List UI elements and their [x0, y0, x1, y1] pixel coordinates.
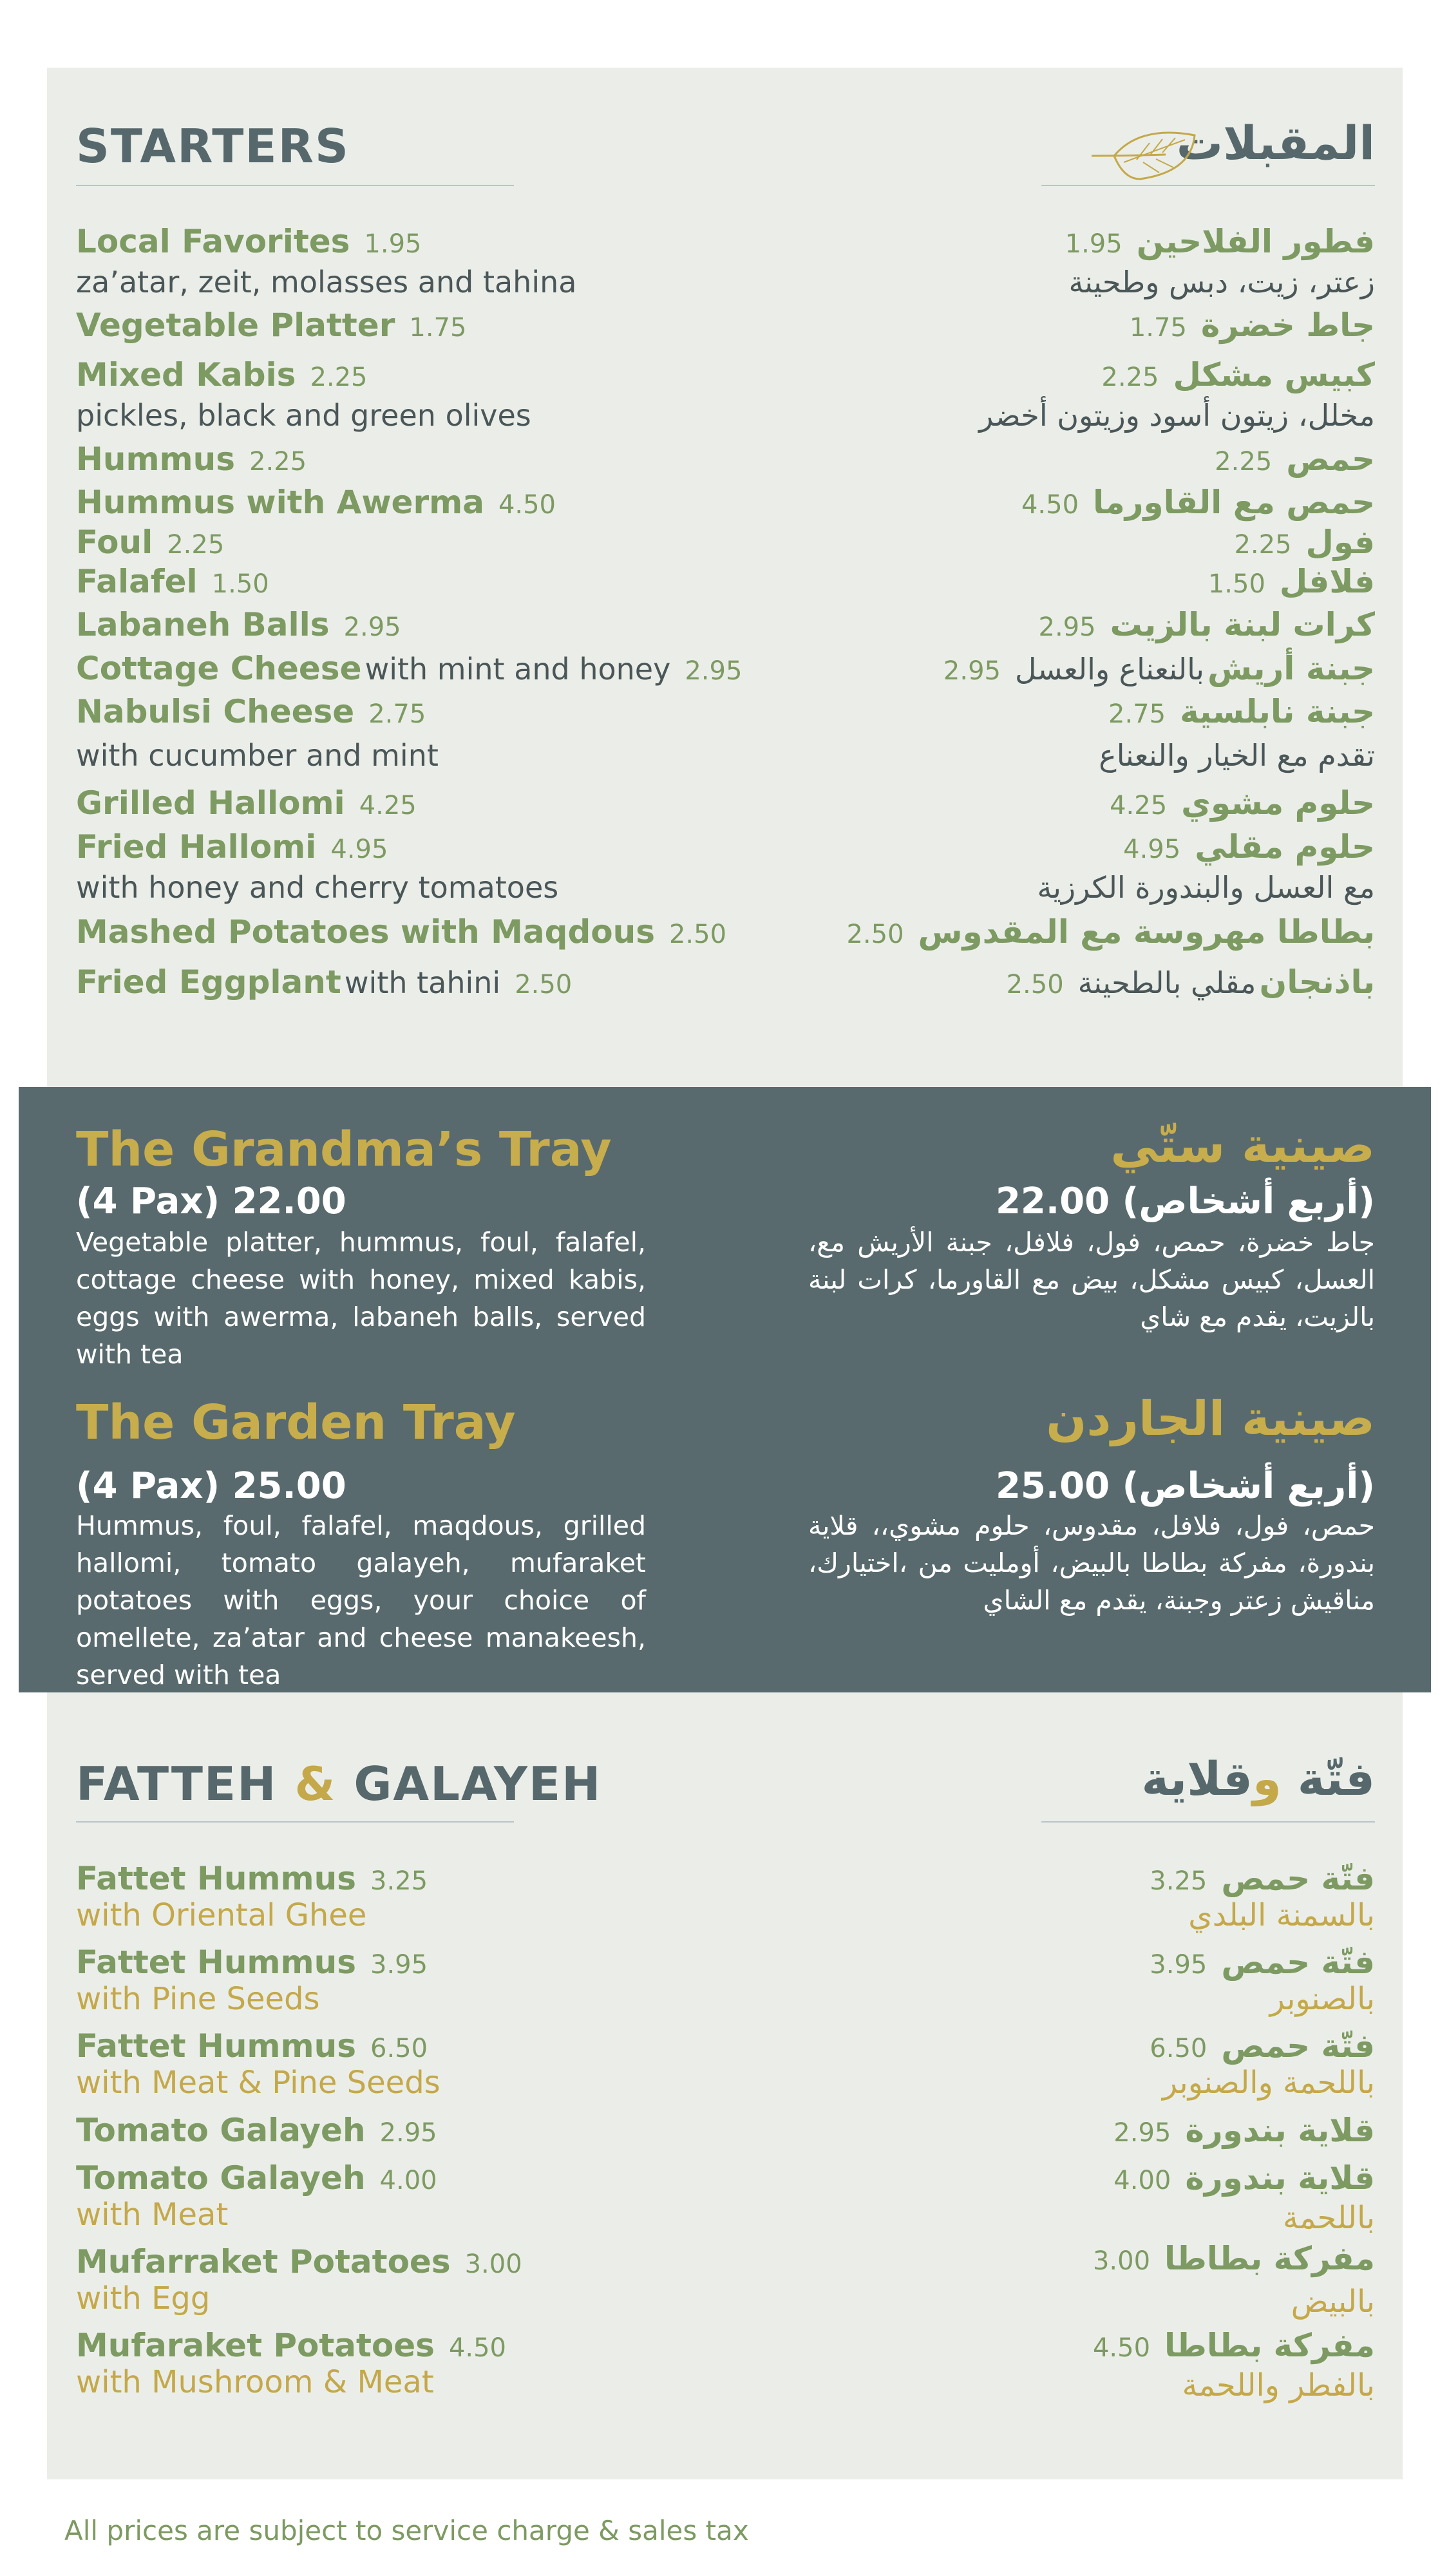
menu-item: Grilled Hallomi 4.25 — [76, 784, 417, 822]
tray-title-ar: صينية ستّي — [1110, 1118, 1375, 1173]
divider — [1041, 1821, 1375, 1823]
tray-title: The Grandma’s Tray — [76, 1122, 612, 1177]
item-variant-ar: بالفطر واللحمة — [1182, 2367, 1375, 2403]
menu-item-ar: فلافل1.50 — [1208, 563, 1375, 600]
menu-item-ar: جبنة نابلسية2.75 — [1108, 693, 1375, 730]
menu-item-ar: جاط خضرة1.75 — [1129, 307, 1375, 344]
menu-item: Hummus with Awerma 4.50 — [76, 484, 556, 521]
item-variant-ar: بالصنوبر — [1269, 1981, 1375, 2017]
item-description-ar: مع العسل والبندورة الكرزية — [1037, 870, 1375, 905]
item-variant: with Oriental Ghee — [76, 1897, 367, 1933]
divider — [76, 1821, 514, 1823]
item-description-ar: تقدم مع الخيار والنعناع — [1099, 738, 1375, 773]
tray-description: Vegetable platter, hummus, foul, falafel, cottage cheese with honey, mixed kabis, eggs with awerma, labaneh balls, served with tea — [76, 1227, 646, 1370]
starters-title-en: STARTERS — [76, 119, 350, 173]
fatteh-title-en: FATTEH & GALAYEH — [76, 1757, 602, 1811]
menu-item: Fattet Hummus 6.50 — [76, 2027, 428, 2065]
menu-item: Cottage Cheese with mint and honey 2.95 — [76, 650, 743, 687]
menu-item-ar: قلاية بندورة2.95 — [1113, 2112, 1375, 2149]
tray-pax-ar: (أربع أشخاص) 22.00 — [995, 1180, 1375, 1222]
item-variant-ar: بالسمنة البلدي — [1188, 1897, 1375, 1933]
item-variant-ar: باللحمة — [1283, 2200, 1375, 2236]
tray-pax: (4 Pax) 25.00 — [76, 1465, 346, 1507]
menu-item-ar: فتّة حمص6.50 — [1150, 2027, 1375, 2065]
menu-item: Fried Eggplant with tahini 2.50 — [76, 963, 573, 1001]
menu-item: Tomato Galayeh 4.00 — [76, 2159, 437, 2197]
menu-item: Foul 2.25 — [76, 524, 225, 561]
menu-item: Nabulsi Cheese 2.75 — [76, 693, 426, 730]
menu-item-ar: فتّة حمص3.95 — [1150, 1944, 1375, 1981]
menu-item-ar: بطاطا مهروسة مع المقدوس2.50 — [846, 913, 1375, 951]
item-description-ar: زعتر، زيت، دبس وطحينة — [1068, 265, 1375, 299]
menu-item-ar: فطور الفلاحين1.95 — [1065, 223, 1375, 260]
tray-description: Hummus, foul, falafel, maqdous, grilled hallomi, tomato galayeh, mufaraket potatoes with eggs, your choice of omellete, za’atar and cheese manakeesh, served with tea — [76, 1510, 646, 1690]
menu-item-ar: جبنة أريش بالنعناع والعسل2.95 — [943, 650, 1375, 687]
item-description: with honey and cherry tomatoes — [76, 870, 559, 905]
menu-item: Mixed Kabis 2.25 — [76, 356, 368, 393]
menu-item-ar: حمص مع القاورما4.50 — [1021, 484, 1375, 521]
tray-title: The Garden Tray — [76, 1395, 516, 1450]
item-description: pickles, black and green olives — [76, 398, 531, 433]
menu-item: Fattet Hummus 3.25 — [76, 1860, 428, 1897]
item-variant: with Meat — [76, 2197, 229, 2233]
tray-description-ar: جاط خضرة، حمص، فول، فلافل، جبنة الأريش مع، العسل، كبيس مشكل، بيض مع القاورما، كرات لبنة بالزيت، يقدم مع شاي — [808, 1227, 1375, 1332]
menu-item: Vegetable Platter 1.75 — [76, 307, 467, 344]
item-variant-ar: باللحمة والصنوبر — [1162, 2065, 1375, 2101]
starters-title-ar: المقبلات — [1176, 116, 1375, 170]
menu-item: Tomato Galayeh 2.95 — [76, 2112, 437, 2149]
menu-item-ar: حلوم مقلي4.95 — [1123, 828, 1375, 866]
menu-item-ar: حلوم مشوي4.25 — [1110, 784, 1375, 822]
menu-item: Mufaraket Potatoes 4.50 — [76, 2327, 506, 2364]
item-description: with cucumber and mint — [76, 738, 439, 773]
menu-item: Mufarraket Potatoes 3.00 — [76, 2243, 522, 2280]
item-variant: with Egg — [76, 2280, 211, 2316]
tray-description-ar: حمص، فول، فلافل، مقدوس، حلوم مشوي،، قلاية بندورة، مفركة بطاطا بالبيض، أومليت من ،اختيارك، مناقيش زعتر وجبنة، يقدم مع الشاي — [808, 1510, 1375, 1616]
menu-item: Hummus 2.25 — [76, 440, 307, 478]
menu-item-ar: مفركة بطاطا3.00 — [1092, 2240, 1375, 2277]
tray-pax: (4 Pax) 22.00 — [76, 1180, 346, 1222]
menu-item: Mashed Potatoes with Maqdous 2.50 — [76, 913, 727, 951]
menu-item-ar: باذنجان مقلي بالطحينة2.50 — [1006, 963, 1375, 1001]
menu-item-ar: فول2.25 — [1234, 524, 1375, 561]
item-variant-ar: بالبيض — [1291, 2284, 1375, 2320]
menu-item: Labaneh Balls 2.95 — [76, 606, 401, 643]
leaf-icon — [1088, 124, 1204, 185]
menu-item: Fried Hallomi 4.95 — [76, 828, 388, 866]
tray-pax-ar: (أربع أشخاص) 25.00 — [995, 1465, 1375, 1507]
item-variant: with Mushroom & Meat — [76, 2364, 434, 2400]
item-variant: with Meat & Pine Seeds — [76, 2065, 440, 2101]
menu-item-ar: قلاية بندورة4.00 — [1113, 2159, 1375, 2197]
menu-item-ar: حمص2.25 — [1215, 440, 1375, 478]
item-variant: with Pine Seeds — [76, 1981, 320, 2017]
menu-item: Falafel 1.50 — [76, 563, 269, 600]
item-description-ar: مخلل، زيتون أسود وزيتون أخضر — [979, 398, 1375, 433]
menu-item-ar: كرات لبنة بالزيت2.95 — [1038, 606, 1375, 643]
fatteh-title-ar: فتّة وقلاية — [1141, 1752, 1375, 1806]
menu-item-ar: فتّة حمص3.25 — [1150, 1860, 1375, 1897]
item-description: za’atar, zeit, molasses and tahina — [76, 265, 577, 299]
tray-title-ar: صينية الجاردن — [1046, 1391, 1375, 1446]
menu-item-ar: مفركة بطاطا4.50 — [1092, 2327, 1375, 2364]
menu-item: Fattet Hummus 3.95 — [76, 1944, 428, 1981]
divider — [76, 185, 514, 186]
footer-note: All prices are subject to service charge & sales tax — [64, 2515, 749, 2546]
menu-item-ar: كبيس مشكل2.25 — [1101, 356, 1375, 393]
menu-item: Local Favorites 1.95 — [76, 223, 422, 260]
